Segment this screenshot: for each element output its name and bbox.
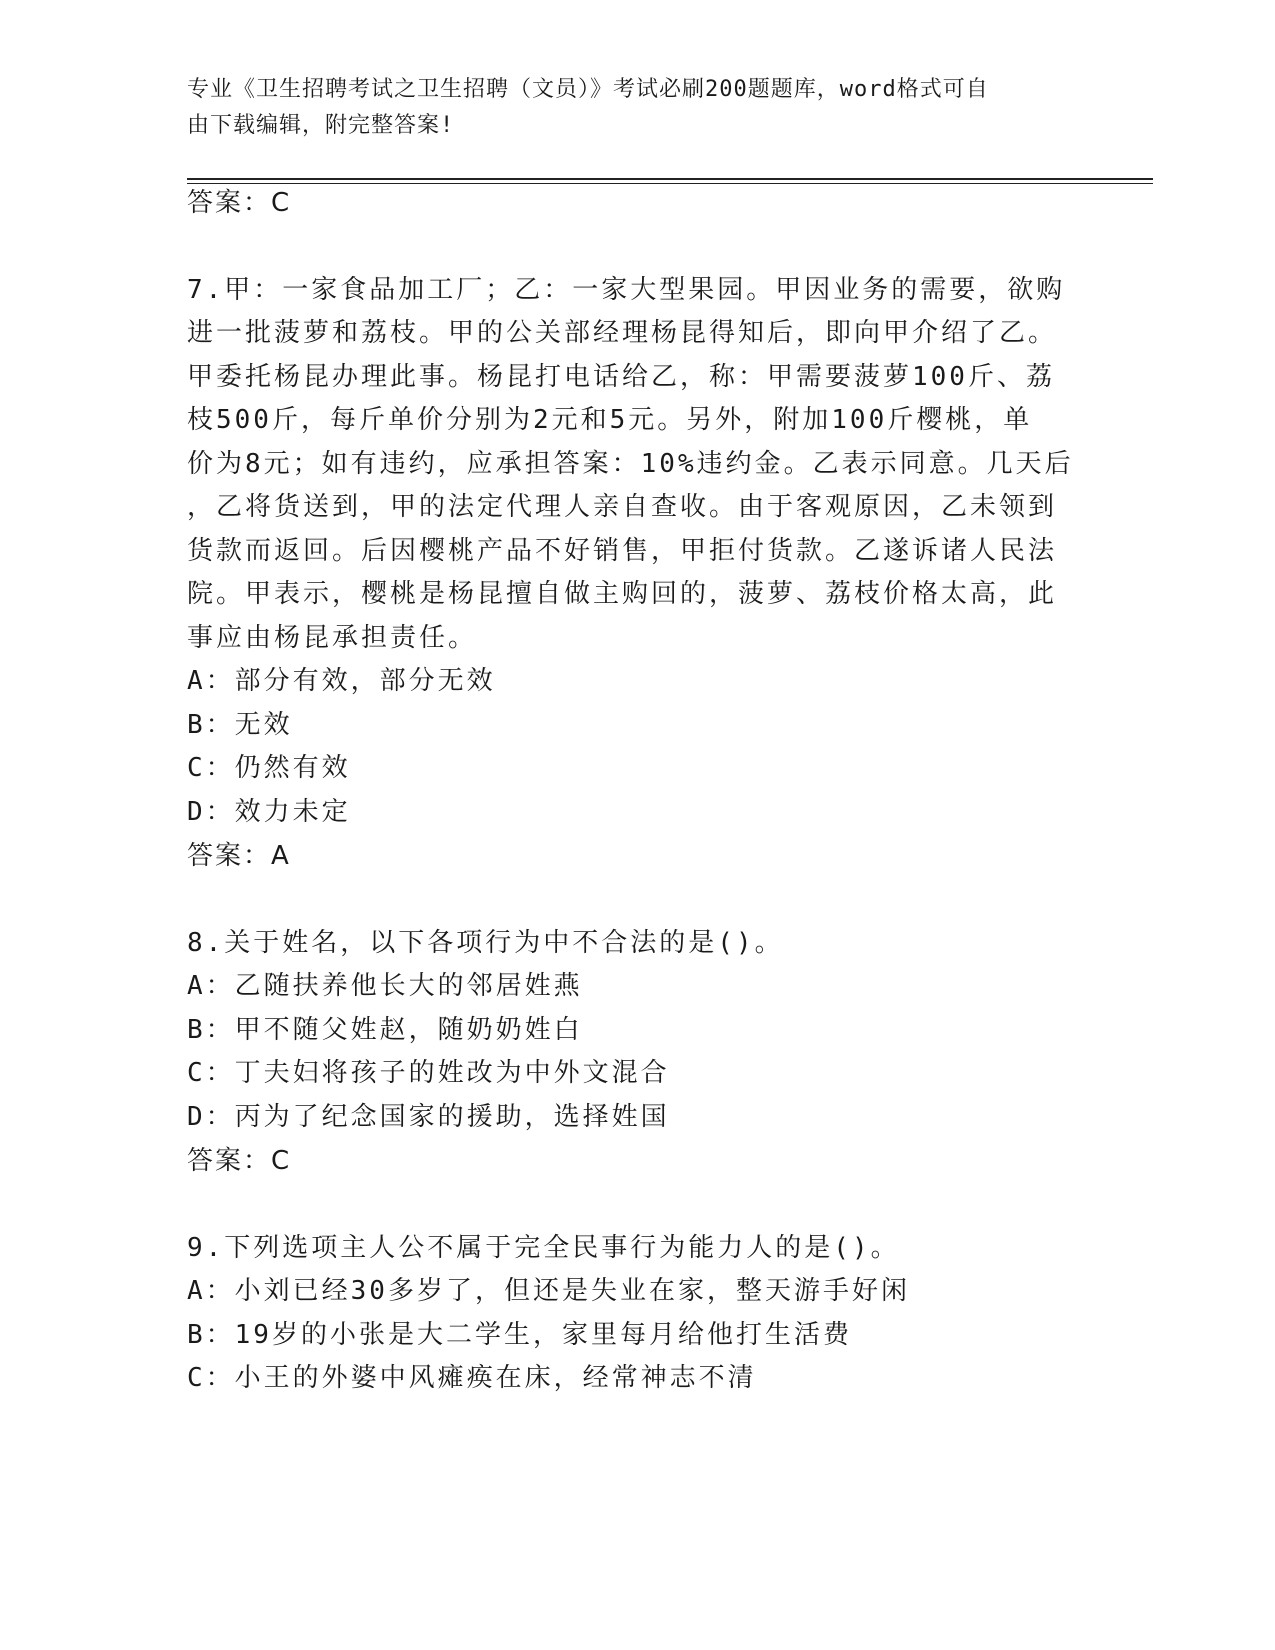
question-7-option-d: D：效力未定: [187, 797, 351, 827]
question-7-line-5: 价为8元；如有违约，应承担答案：10%违约金。乙表示同意。几天后: [187, 449, 1074, 479]
answer-label: 答案：C: [187, 188, 292, 218]
answer-label: 答案：C: [187, 1146, 292, 1176]
header-rule-thick: [187, 178, 1153, 180]
document-header: [187, 72, 1067, 144]
header-line-1: 专业《卫生招聘考试之卫生招聘（文员）》考试必刷200题题库，word格式可自: [187, 77, 989, 102]
question-8-line-1: 8.关于姓名，以下各项行为中不合法的是()。: [187, 928, 784, 958]
question-7-line-8: 院。甲表示，樱桃是杨昆擅自做主购回的，菠萝、荔枝价格太高，此: [187, 579, 1058, 609]
question-8-option-c: C：丁夫妇将孩子的姓改为中外文混合: [187, 1058, 670, 1088]
question-7-option-a: A：部分有效，部分无效: [187, 666, 496, 696]
question-9-line-1: 9.下列选项主人公不属于完全民事行为能力人的是()。: [187, 1233, 900, 1263]
question-9-option-b: B：19岁的小张是大二学生，家里每月给他打生活费: [187, 1320, 852, 1350]
question-7-line-7: 货款而返回。后因樱桃产品不好销售，甲拒付货款。乙遂诉诸人民法: [187, 536, 1058, 566]
question-7-line-6: ，乙将货送到，甲的法定代理人亲自查收。由于客观原因，乙未领到: [187, 492, 1058, 522]
question-8-option-a: A：乙随扶养他长大的邻居姓燕: [187, 971, 583, 1001]
question-7-line-1: 7.甲：一家食品加工厂；乙：一家大型果园。甲因业务的需要，欲购: [187, 275, 1066, 305]
question-9-option-a: A：小刘已经30多岁了，但还是失业在家，整天游手好闲: [187, 1276, 910, 1306]
question-7-line-9: 事应由杨昆承担责任。: [187, 623, 478, 653]
question-9-option-c: C：小王的外婆中风瘫痪在床，经常神志不清: [187, 1363, 757, 1393]
answer-label: 答案：A: [187, 841, 291, 871]
question-7-option-c: C：仍然有效: [187, 753, 351, 783]
header-line-2: 由下载编辑，附完整答案!: [187, 113, 455, 138]
header-rule-thin: [187, 183, 1153, 184]
question-7-line-2: 进一批菠萝和荔枝。甲的公关部经理杨昆得知后，即向甲介绍了乙。: [187, 318, 1058, 348]
question-8-option-d: D：丙为了纪念国家的援助，选择姓国: [187, 1102, 670, 1132]
question-7-option-b: B：无效: [187, 710, 293, 740]
question-7-line-3: 甲委托杨昆办理此事。杨昆打电话给乙，称：甲需要菠萝100斤、荔: [187, 362, 1055, 392]
question-7-line-4: 枝500斤，每斤单价分别为2元和5元。另外，附加100斤樱桃，单: [187, 405, 1033, 435]
question-8-option-b: B：甲不随父姓赵，随奶奶姓白: [187, 1015, 583, 1045]
